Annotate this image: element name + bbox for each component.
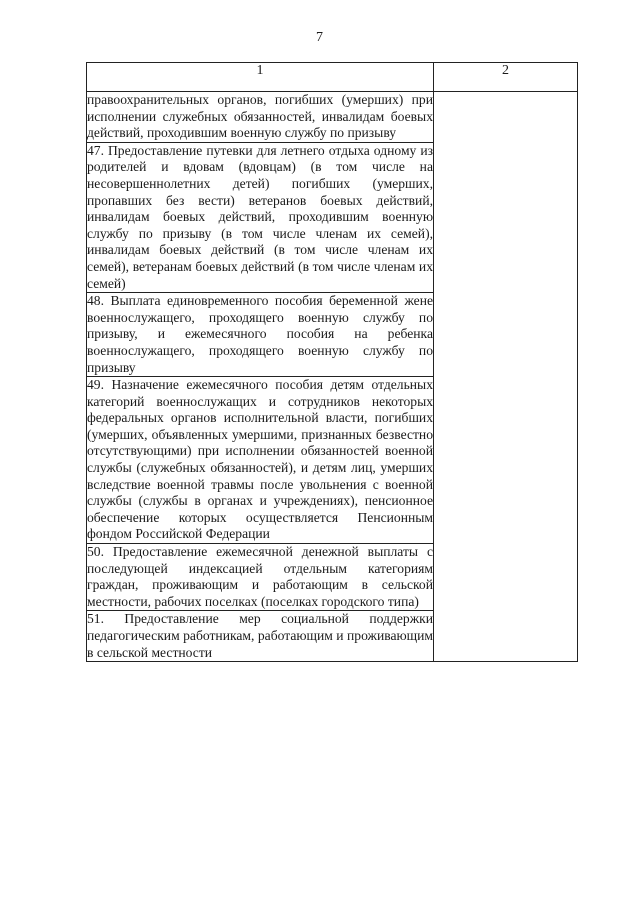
row-48-text: 48. Выплата единовременного пособия беременной жене военнослужащего, проходящего военную службу по призыву, и ежемесячного пособия на ребенка военнослужащего, проходящего военную службу по призыву xyxy=(87,293,434,377)
row-49-text: 49. Назначение ежемесячного пособия детям отдельных категорий военнослужащих и сотрудников некоторых федеральных органов исполнительной власти, погибших (умерших, объявленных умершими, признанных безвестно отсутствующими) при исполнении обязанностей военной службы (служебных обязанностей), и детям лиц, умерших вследствие военной травмы после увольнения с военной службы (службы в органах и учреждениях), пенсионное обеспечение которых осуществляется Пенсионным фондом Российской Федерации xyxy=(87,377,434,544)
services-table xyxy=(86,62,578,662)
row-51-text: 51. Предоставление мер социальной поддержки педагогическим работникам, работающим и проживающим в сельской местности xyxy=(87,611,434,662)
table-row xyxy=(87,92,578,143)
row-47-text: 47. Предоставление путевки для летнего отдыха одному из родителей и вдовам (вдовцам) (в том числе на несовершеннолетних детей) погибших (умерших, пропавших без вести) ветеранов боевых действий, инвалидам боевых действий, проходившим военную службу по призыву (в том числе членам их семей), инвалидам боевых действий (в том числе членам их семей), ветеранам боевых действий (в том числе членам их семей) xyxy=(87,142,434,292)
row-50-text: 50. Предоставление ежемесячной денежной выплаты с последующей индексацией отдельным категориям граждан, проживающим и работающим в сельской местности, рабочих поселках (поселках городского типа) xyxy=(87,544,434,611)
row-1-text: правоохранительных органов, погибших (умерших) при исполнении служебных обязанностей, инвалидам боевых действий, проходившим военную службу по призыву xyxy=(87,92,434,143)
column-header-2: 2 xyxy=(434,63,578,92)
column-header-1: 1 xyxy=(87,63,434,92)
page-number: 7 xyxy=(316,30,323,45)
column-2-cell xyxy=(434,92,578,662)
table-header-row xyxy=(87,63,578,92)
